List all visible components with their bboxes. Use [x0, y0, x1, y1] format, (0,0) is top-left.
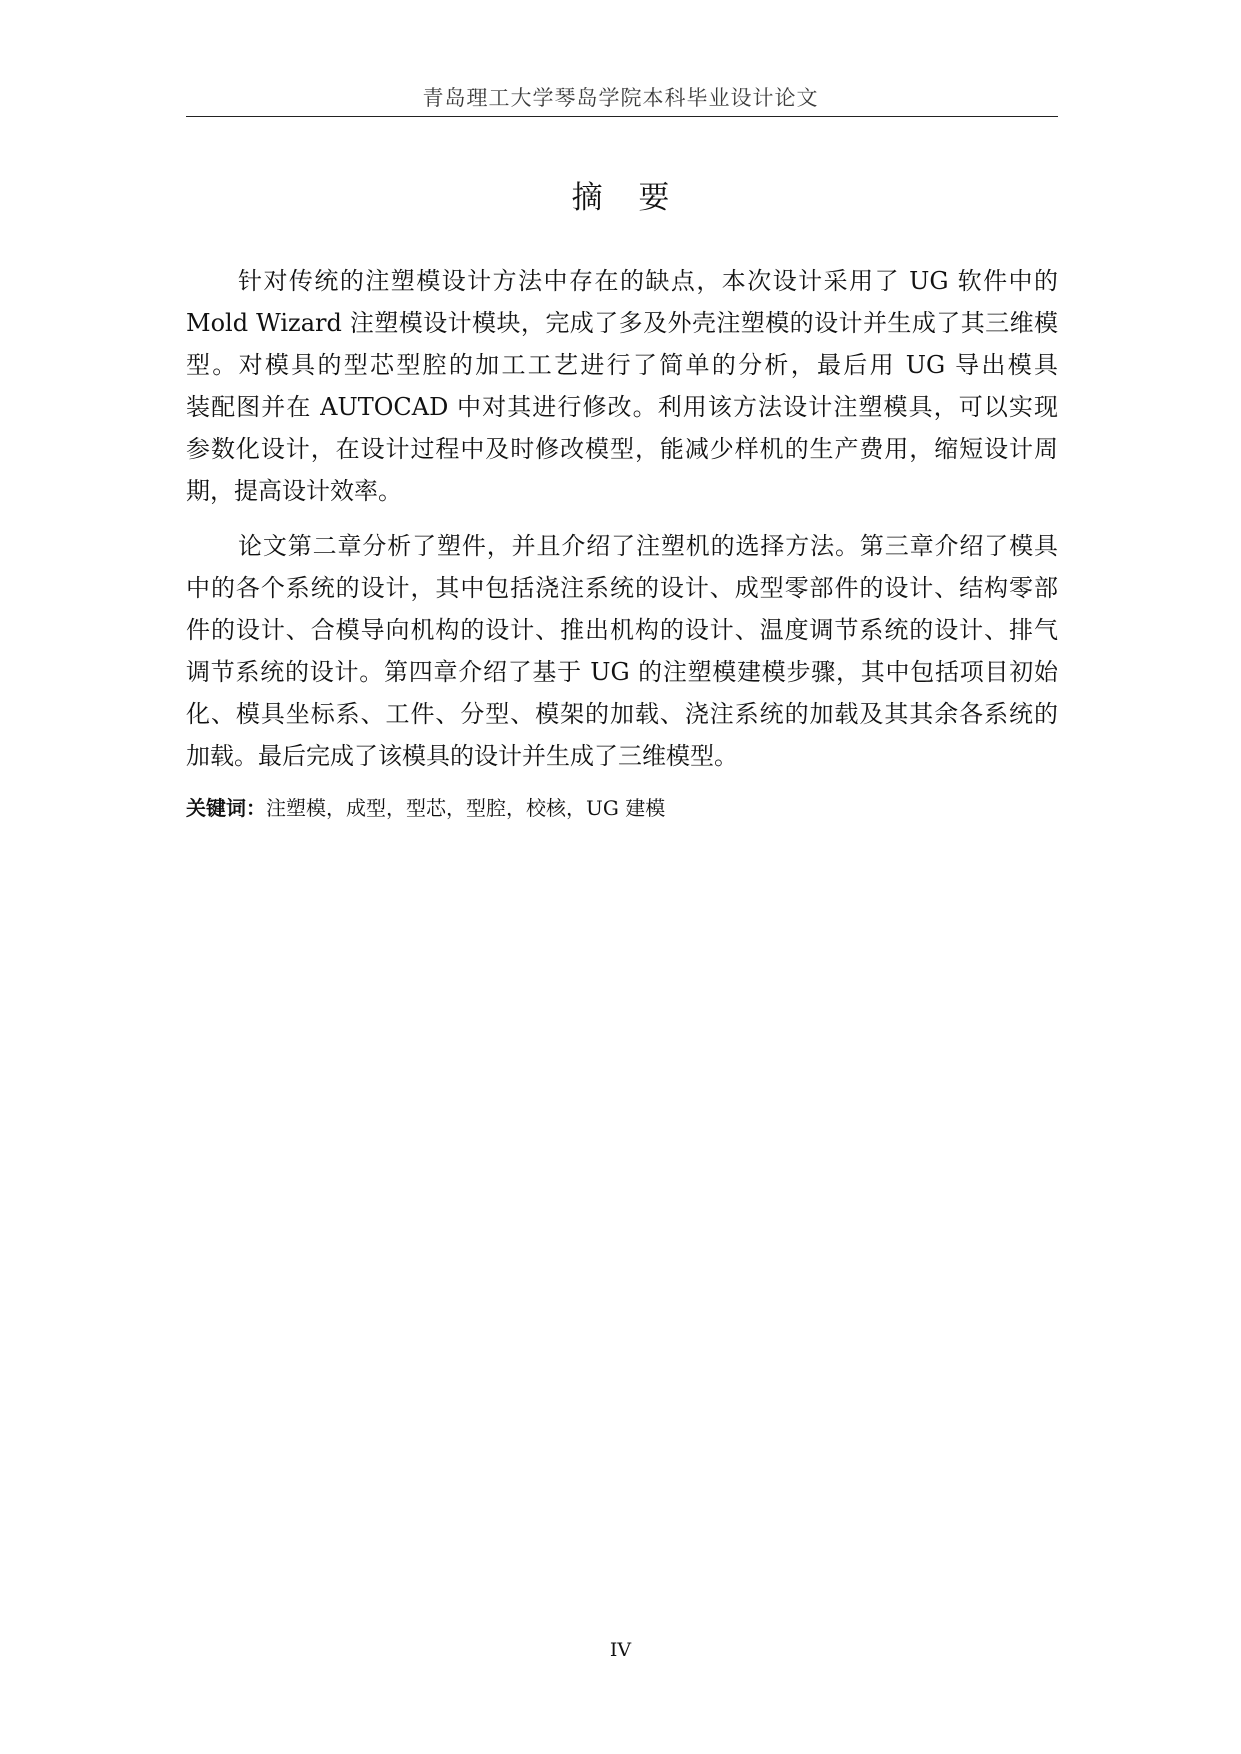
paragraph-line: 件的设计、合模导向机构的设计、推出机构的设计、温度调节系统的设计、排气 [186, 616, 1058, 644]
paragraph-line: 期，提高设计效率。 [186, 477, 402, 505]
keywords-text: 注塑模，成型，型芯，型腔，校核，UG 建模 [266, 796, 666, 820]
paragraph-line: 装配图并在 AUTOCAD 中对其进行修改。利用该方法设计注塑模具，可以实现 [186, 393, 1058, 421]
page-number: IV [609, 1639, 632, 1661]
abstract-paragraph-1 [186, 260, 1058, 512]
header-rule [186, 116, 1058, 117]
paragraph-line: 型。对模具的型芯型腔的加工工艺进行了简单的分析，最后用 UG 导出模具 [186, 351, 1058, 379]
abstract-paragraph-2 [186, 525, 1058, 777]
keywords-label: 关键词： [186, 796, 266, 820]
paragraph-line: 论文第二章分析了塑件，并且介绍了注塑机的选择方法。第三章介绍了模具 [238, 532, 1058, 560]
paragraph-line: 加载。最后完成了该模具的设计并生成了三维模型。 [186, 742, 738, 770]
keywords-line [186, 794, 1058, 822]
paragraph-line: 化、模具坐标系、工件、分型、模架的加载、浇注系统的加载及其其余各系统的 [186, 700, 1058, 728]
running-header: 青岛理工大学琴岛学院本科毕业设计论文 [422, 86, 819, 110]
paragraph-line: Mold Wizard 注塑模设计模块，完成了多及外壳注塑模的设计并生成了其三维模 [186, 309, 1058, 337]
paragraph-line: 参数化设计，在设计过程中及时修改模型，能减少样机的生产费用，缩短设计周 [186, 435, 1058, 463]
page-title: 摘 要 [571, 180, 670, 216]
paragraph-line: 中的各个系统的设计，其中包括浇注系统的设计、成型零部件的设计、结构零部 [186, 574, 1058, 602]
paragraph-line: 针对传统的注塑模设计方法中存在的缺点，本次设计采用了 UG 软件中的 [238, 267, 1058, 295]
paragraph-line: 调节系统的设计。第四章介绍了基于 UG 的注塑模建模步骤，其中包括项目初始 [186, 658, 1058, 686]
